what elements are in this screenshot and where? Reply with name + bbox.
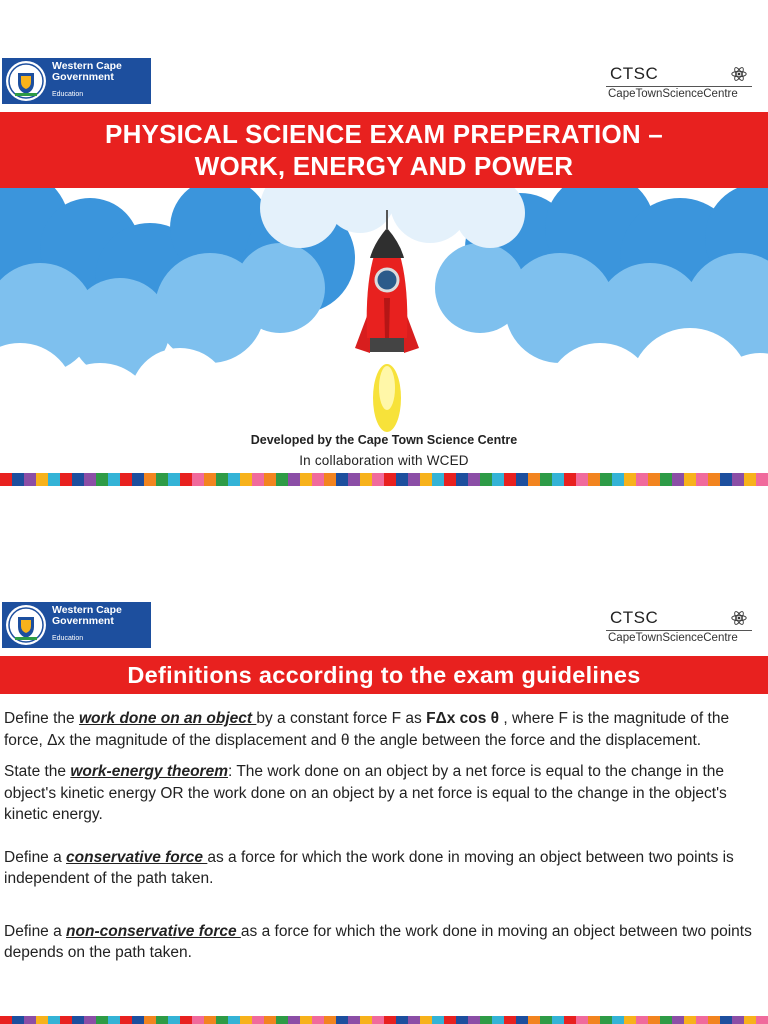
- stripe-segment: [384, 1016, 396, 1024]
- text: : The work done on an object by a net force is equal to the change in the object's kinetic energy OR the work done on an object by a net force is equal to the change in the object's kinetic energy.: [4, 763, 727, 823]
- stripe-segment: [492, 1016, 504, 1024]
- stripe-segment: [696, 1016, 708, 1024]
- stripe-segment: [372, 1016, 384, 1024]
- stripe-segment: [408, 1016, 420, 1024]
- text: Define a: [4, 922, 67, 940]
- stripe-segment: [60, 473, 72, 486]
- crest-icon: [4, 59, 48, 103]
- stripe-segment: [552, 473, 564, 486]
- definition-work-energy-theorem: [4, 761, 764, 826]
- stripe-segment: [720, 1016, 732, 1024]
- stripe-segment: [420, 473, 432, 486]
- stripe-segment: [432, 473, 444, 486]
- stripe-segment: [516, 1016, 528, 1024]
- stripe-segment: [240, 1016, 252, 1024]
- stripe-segment: [732, 473, 744, 486]
- ctsc-subtitle: CapeTownScienceCentre: [608, 88, 738, 100]
- wcg-logo: [2, 58, 151, 104]
- stripe-segment: [744, 473, 756, 486]
- term-work-energy-theorem: work-energy theorem: [70, 763, 228, 780]
- color-stripe: [0, 473, 768, 486]
- stripe-segment: [480, 1016, 492, 1024]
- stripe-segment: [564, 473, 576, 486]
- credit-line1: Developed by the Cape Town Science Centre: [250, 433, 518, 447]
- stripe-segment: [660, 473, 672, 486]
- stripe-segment: [72, 473, 84, 486]
- stripe-segment: [468, 473, 480, 486]
- stripe-segment: [48, 473, 60, 486]
- logo-line2: Government: [52, 71, 114, 83]
- stripe-segment: [336, 473, 348, 486]
- stripe-segment: [264, 1016, 276, 1024]
- stripe-segment: [504, 473, 516, 486]
- text: Define a: [4, 848, 67, 866]
- ctsc-title: CTSC: [610, 608, 659, 627]
- stripe-segment: [0, 473, 12, 486]
- cloud-sky-illustration: [0, 188, 768, 473]
- stripe-segment: [708, 473, 720, 486]
- stripe-segment: [252, 473, 264, 486]
- wcg-logo: [2, 602, 151, 648]
- ctsc-logo: [606, 608, 752, 644]
- stripe-segment: [756, 1016, 768, 1024]
- term-non-conservative-force: non-conservative force: [66, 922, 241, 940]
- stripe-segment: [312, 1016, 324, 1024]
- stripe-segment: [348, 473, 360, 486]
- stripe-segment: [96, 1016, 108, 1024]
- stripe-segment: [180, 473, 192, 486]
- text: State the: [4, 763, 71, 780]
- stripe-segment: [108, 1016, 120, 1024]
- stripe-segment: [420, 1016, 432, 1024]
- title-line2: WORK, ENERGY AND POWER: [194, 151, 574, 181]
- definitions-slide: [0, 596, 768, 1024]
- stripe-segment: [240, 473, 252, 486]
- stripe-segment: [348, 1016, 360, 1024]
- atom-icon: [730, 609, 748, 627]
- definition-conservative-force: [4, 847, 764, 890]
- stripe-segment: [12, 473, 24, 486]
- stripe-segment: [492, 473, 504, 486]
- text: as a force for which the work done in moving an object between two points is independent of the path taken.: [4, 848, 734, 887]
- stripe-segment: [24, 473, 36, 486]
- stripe-segment: [444, 473, 456, 486]
- credit-line2: In collaboration with WCED: [299, 453, 469, 468]
- term-work-done: work done on an object: [78, 710, 257, 727]
- stripe-segment: [636, 1016, 648, 1024]
- formula: FΔx cos θ: [426, 710, 500, 727]
- term-conservative-force: conservative force: [66, 848, 208, 866]
- stripe-segment: [396, 1016, 408, 1024]
- stripe-segment: [84, 1016, 96, 1024]
- stripe-segment: [204, 473, 216, 486]
- stripe-segment: [108, 473, 120, 486]
- stripe-segment: [288, 473, 300, 486]
- stripe-segment: [300, 1016, 312, 1024]
- stripe-segment: [540, 1016, 552, 1024]
- stripe-segment: [168, 473, 180, 486]
- logo-line1: Western Cape: [52, 60, 122, 72]
- stripe-segment: [720, 473, 732, 486]
- ctsc-subtitle: CapeTownScienceCentre: [608, 632, 738, 644]
- stripe-segment: [564, 1016, 576, 1024]
- title-slide: [0, 52, 768, 490]
- stripe-segment: [672, 473, 684, 486]
- stripe-segment: [168, 1016, 180, 1024]
- stripe-segment: [12, 1016, 24, 1024]
- text: as a force for which the work done in moving an object between two points depends on the path taken.: [4, 922, 752, 961]
- title-line1: PHYSICAL SCIENCE EXAM PREPERATION –: [105, 119, 663, 149]
- stripe-segment: [216, 1016, 228, 1024]
- stripe-segment: [192, 473, 204, 486]
- stripe-segment: [360, 473, 372, 486]
- text: Define the: [4, 710, 79, 727]
- stripe-segment: [576, 473, 588, 486]
- definitions-body: [4, 708, 764, 964]
- stripe-segment: [516, 473, 528, 486]
- logo-line3: Education: [52, 91, 84, 98]
- stripe-segment: [552, 1016, 564, 1024]
- stripe-segment: [312, 473, 324, 486]
- stripe-segment: [684, 473, 696, 486]
- stripe-segment: [660, 1016, 672, 1024]
- color-stripe: [0, 1016, 768, 1024]
- stripe-segment: [120, 1016, 132, 1024]
- stripe-segment: [0, 1016, 12, 1024]
- stripe-segment: [96, 473, 108, 486]
- stripe-segment: [36, 473, 48, 486]
- stripe-segment: [708, 1016, 720, 1024]
- stripe-segment: [144, 1016, 156, 1024]
- stripe-segment: [132, 1016, 144, 1024]
- stripe-segment: [372, 473, 384, 486]
- stripe-segment: [228, 473, 240, 486]
- logo-line2: Government: [52, 615, 114, 627]
- definition-work-done: [4, 708, 764, 751]
- stripe-segment: [480, 473, 492, 486]
- stripe-segment: [732, 1016, 744, 1024]
- stripe-segment: [72, 1016, 84, 1024]
- stripe-segment: [216, 473, 228, 486]
- stripe-segment: [432, 1016, 444, 1024]
- stripe-segment: [180, 1016, 192, 1024]
- stripe-segment: [144, 473, 156, 486]
- logo-line3: Education: [52, 635, 84, 642]
- stripe-segment: [612, 1016, 624, 1024]
- stripe-segment: [600, 1016, 612, 1024]
- stripe-segment: [84, 473, 96, 486]
- stripe-segment: [504, 1016, 516, 1024]
- stripe-segment: [48, 1016, 60, 1024]
- stripe-segment: [624, 1016, 636, 1024]
- stripe-segment: [324, 1016, 336, 1024]
- slide-title: Definitions according to the exam guidelines: [0, 656, 768, 694]
- stripe-segment: [36, 1016, 48, 1024]
- stripe-segment: [444, 1016, 456, 1024]
- stripe-segment: [588, 473, 600, 486]
- stripe-segment: [648, 1016, 660, 1024]
- stripe-segment: [756, 473, 768, 486]
- text: , where F is the magnitude of the force, Δx the magnitude of the displacement and θ the angle between the force and the displacement.: [4, 710, 730, 749]
- atom-icon: [730, 65, 748, 83]
- stripe-segment: [528, 1016, 540, 1024]
- stripe-segment: [600, 473, 612, 486]
- stripe-segment: [456, 1016, 468, 1024]
- ctsc-title: CTSC: [610, 64, 659, 83]
- stripe-segment: [696, 473, 708, 486]
- stripe-segment: [276, 1016, 288, 1024]
- stripe-segment: [252, 1016, 264, 1024]
- stripe-segment: [156, 473, 168, 486]
- stripe-segment: [204, 1016, 216, 1024]
- stripe-segment: [612, 473, 624, 486]
- stripe-segment: [324, 473, 336, 486]
- stripe-segment: [288, 1016, 300, 1024]
- stripe-segment: [276, 473, 288, 486]
- stripe-segment: [408, 473, 420, 486]
- stripe-segment: [744, 1016, 756, 1024]
- definition-non-conservative-force: [4, 921, 764, 964]
- stripe-segment: [528, 473, 540, 486]
- stripe-segment: [60, 1016, 72, 1024]
- stripe-segment: [192, 1016, 204, 1024]
- stripe-segment: [132, 473, 144, 486]
- stripe-segment: [396, 473, 408, 486]
- stripe-segment: [336, 1016, 348, 1024]
- stripe-segment: [576, 1016, 588, 1024]
- stripe-segment: [684, 1016, 696, 1024]
- stripe-segment: [384, 473, 396, 486]
- stripe-segment: [120, 473, 132, 486]
- stripe-segment: [228, 1016, 240, 1024]
- stripe-segment: [540, 473, 552, 486]
- slide-title: [0, 112, 768, 188]
- text: by a constant force F as: [256, 710, 427, 727]
- stripe-segment: [648, 473, 660, 486]
- stripe-segment: [624, 473, 636, 486]
- stripe-segment: [672, 1016, 684, 1024]
- ctsc-logo: [606, 64, 752, 100]
- stripe-segment: [264, 473, 276, 486]
- stripe-segment: [24, 1016, 36, 1024]
- stripe-segment: [300, 473, 312, 486]
- stripe-segment: [156, 1016, 168, 1024]
- stripe-segment: [468, 1016, 480, 1024]
- logo-line1: Western Cape: [52, 604, 122, 616]
- stripe-segment: [588, 1016, 600, 1024]
- stripe-segment: [360, 1016, 372, 1024]
- stripe-segment: [456, 473, 468, 486]
- stripe-segment: [636, 473, 648, 486]
- crest-icon: [4, 603, 48, 647]
